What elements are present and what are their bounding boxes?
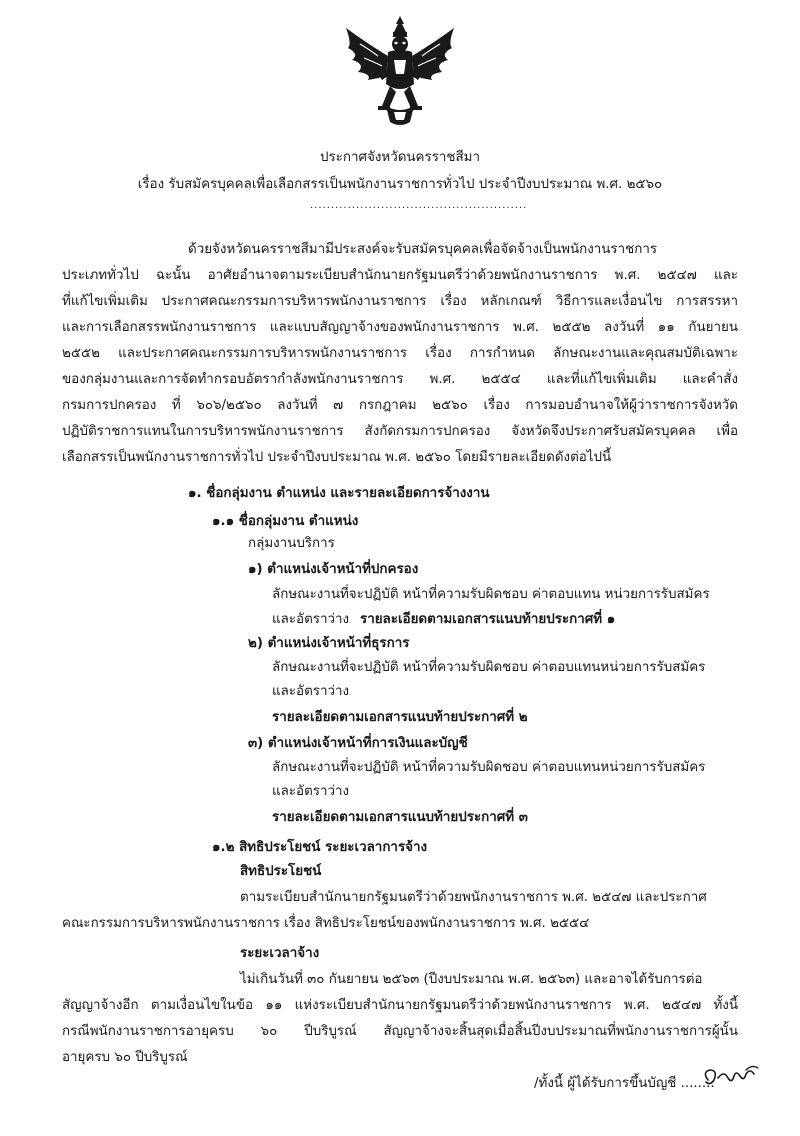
benefits-line: คณะกรรมการบริหารพนักงานราชการ เรื่อง สิทธิประโยชน์ของพนักงานราชการ พ.ศ. ๒๕๕๔ <box>62 916 590 931</box>
position-ref: รายละเอียดตามเอกสารแนบท้ายประกาศที่ ๒ <box>272 710 528 725</box>
title-separator: .................................................... <box>310 200 528 211</box>
position-desc: และอัตราว่าง <box>272 612 350 627</box>
term-line: อายุครบ ๖๐ ปีบริบูรณ์ <box>62 1050 188 1065</box>
garuda-emblem-icon <box>338 14 462 134</box>
intro-line: ด้วยจังหวัดนครราชสีมามีประสงค์จะรับสมัครบุคคลเพื่อจัดจ้างเป็นพนักงานราชการ <box>188 242 658 257</box>
intro-line: ประเภททั่วไป ฉะนั้น อาศัยอำนาจตามระเบียบสำนักนายกรัฐมนตรีว่าด้วยพนักงานราชการ พ.ศ. ๒๕๔๗ และ <box>62 268 738 283</box>
group-name: กลุ่มงานบริการ <box>248 536 335 551</box>
position-desc: ลักษณะงานที่จะปฏิบัติ หน้าที่ความรับผิดชอบ ค่าตอบแทนหน่วยการรับสมัคร <box>272 660 706 675</box>
benefits-line: ตามระเบียบสำนักนายกรัฐมนตรีว่าด้วยพนักงานราชการ พ.ศ. ๒๕๔๗ และประกาศ <box>240 890 707 905</box>
intro-line: และการเลือกสรรพนักงานราชการ และแบบสัญญาจ้างของพนักงานราชการ พ.ศ. ๒๕๕๒ ลงวันที่ ๑๑ กันยายน <box>62 320 738 335</box>
term-line: กรณีพนักงานราชการอายุครบ ๖๐ ปีบริบูรณ์ สัญญาจ้างจะสิ้นสุดเมื่อสิ้นปีงบประมาณที่พนักงานราชการผู้นั้น <box>62 1024 738 1039</box>
continuation-note: /ทั้งนี้ ผู้ได้รับการขึ้นบัญชี ........ <box>534 1076 715 1091</box>
intro-line: เลือกสรรเป็นพนักงานราชการทั่วไป ประจำปีงบประมาณ พ.ศ. ๒๕๖๐ โดยมีรายละเอียดดังต่อไปนี้ <box>62 450 612 465</box>
position-desc: ลักษณะงานที่จะปฏิบัติ หน้าที่ความรับผิดชอบ ค่าตอบแทนหน่วยการรับสมัคร <box>272 760 706 775</box>
position-ref: รายละเอียดตามเอกสารแนบท้ายประกาศที่ ๑ <box>360 612 616 627</box>
section-1-heading: ๑. ชื่อกลุ่มงาน ตำแหน่ง และรายละเอียดการจ้างงาน <box>188 486 490 501</box>
position-title: ๒) ตำแหน่งเจ้าหน้าที่ธุรการ <box>248 636 410 651</box>
intro-line: กรมการปกครอง ที่ ๖๐๖/๒๕๖๐ ลงวันที่ ๗ กรกฎาคม ๒๕๖๐ เรื่อง การมอบอำนาจให้ผู้ว่าราชการจังหวัด <box>62 398 738 413</box>
term-heading: ระยะเวลาจ้าง <box>240 946 320 961</box>
benefits-heading: สิทธิประโยชน์ <box>240 864 322 879</box>
position-title: ๑) ตำแหน่งเจ้าหน้าที่ปกครอง <box>248 562 419 577</box>
position-desc: และอัตราว่าง <box>272 684 350 699</box>
section-1-2-heading: ๑.๒ สิทธิประโยชน์ ระยะเวลาการจ้าง <box>212 840 428 855</box>
intro-line: ๒๕๕๒ และประกาศคณะกรรมการบริหารพนักงานราชการ เรื่อง การกำหนด ลักษณะงานและคุณสมบัติเฉพาะ <box>62 346 738 361</box>
position-desc: และอัตราว่าง <box>272 784 350 799</box>
announcement-title: ประกาศจังหวัดนครราชสีมา <box>319 150 481 165</box>
position-ref: รายละเอียดตามเอกสารแนบท้ายประกาศที่ ๓ <box>272 810 528 825</box>
term-line: ไม่เกินวันที่ ๓๐ กันยายน ๒๕๖๓ (ปีงบประมาณ พ.ศ. ๒๕๖๓) และอาจได้รับการต่อ <box>240 972 703 987</box>
term-line: สัญญาจ้างอีก ตามเงื่อนไขในข้อ ๑๑ แห่งระเบียบสำนักนายกรัฐมนตรีว่าด้วยพนักงานราชการ พ.ศ. ๒๕๔๗ ทั้งนี้ <box>62 998 738 1013</box>
section-1-1-heading: ๑.๑ ชื่อกลุ่มงาน ตำแหน่ง <box>212 514 359 529</box>
intro-line: ปฏิบัติราชการแทนในการบริหารพนักงานราชการ สังกัดกรมการปกครอง จังหวัดจึงประกาศรับสมัครบุคคล เพื่อ <box>62 424 738 439</box>
intro-line: ที่แก้ไขเพิ่มเติม ประกาศคณะกรรมการบริหารพนักงานราชการ เรื่อง หลักเกณฑ์ วิธีการและเงื่อนไข การสรรหา <box>62 294 738 309</box>
intro-line: ของกลุ่มงานและการจัดทำกรอบอัตรากำลังพนักงานราชการ พ.ศ. ๒๕๕๔ และที่แก้ไขเพิ่มเติม และคำสั่ง <box>62 372 738 387</box>
handwritten-initials-icon <box>700 1060 762 1090</box>
announcement-subject: เรื่อง รับสมัครบุคคลเพื่อเลือกสรรเป็นพนักงานราชการทั่วไป ประจำปีงบประมาณ พ.ศ. ๒๕๖๐ <box>137 177 663 192</box>
position-desc: ลักษณะงานที่จะปฏิบัติ หน้าที่ความรับผิดชอบ ค่าตอบแทน หน่วยการรับสมัคร <box>272 587 710 602</box>
position-title: ๓) ตำแหน่งเจ้าหน้าที่การเงินและบัญชี <box>248 736 468 751</box>
